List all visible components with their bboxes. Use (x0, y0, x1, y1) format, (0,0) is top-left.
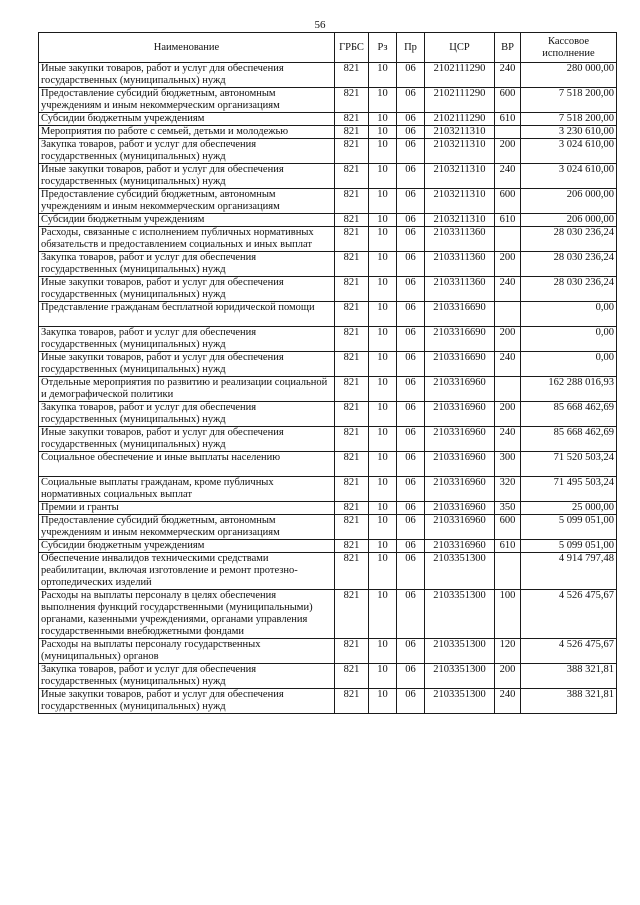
cell-grbs: 821 (335, 277, 369, 302)
cell-sum: 7 518 200,00 (521, 88, 617, 113)
cell-sum: 4 526 475,67 (521, 590, 617, 639)
cell-csr: 2102111290 (425, 63, 495, 88)
cell-grbs: 821 (335, 164, 369, 189)
cell-sum: 206 000,00 (521, 189, 617, 214)
table-row (39, 302, 617, 327)
cell-csr: 2103316960 (425, 502, 495, 515)
cell-pr: 06 (397, 352, 425, 377)
cell-sum: 7 518 200,00 (521, 113, 617, 126)
cell-rz: 10 (369, 63, 397, 88)
cell-name: Закупка товаров, работ и услуг для обеспечения государственных (муниципальных) нужд (39, 327, 335, 352)
cell-pr: 06 (397, 277, 425, 302)
table-row (39, 113, 617, 126)
cell-vr: 200 (495, 327, 521, 352)
cell-pr: 06 (397, 88, 425, 113)
cell-name: Предоставление субсидий бюджетным, автономным учреждениям и иным некоммерческим организациям (39, 88, 335, 113)
cell-csr: 2102111290 (425, 88, 495, 113)
cell-pr: 06 (397, 302, 425, 327)
cell-csr: 2103351300 (425, 639, 495, 664)
cell-csr: 2103211310 (425, 164, 495, 189)
table-row (39, 164, 617, 189)
cell-csr: 2103316960 (425, 515, 495, 540)
budget-table (38, 32, 617, 714)
cell-name: Социальное обеспечение и иные выплаты населению (39, 452, 335, 477)
cell-pr: 06 (397, 252, 425, 277)
cell-csr: 2103316690 (425, 352, 495, 377)
cell-grbs: 821 (335, 590, 369, 639)
cell-name: Представление гражданам бесплатной юридической помощи (39, 302, 335, 327)
cell-pr: 06 (397, 502, 425, 515)
cell-rz: 10 (369, 402, 397, 427)
cell-grbs: 821 (335, 189, 369, 214)
cell-sum: 71 495 503,24 (521, 477, 617, 502)
cell-csr: 2103316960 (425, 540, 495, 553)
cell-vr (495, 126, 521, 139)
cell-grbs: 821 (335, 252, 369, 277)
cell-grbs: 821 (335, 515, 369, 540)
cell-rz: 10 (369, 214, 397, 227)
cell-vr: 240 (495, 164, 521, 189)
cell-sum: 28 030 236,24 (521, 252, 617, 277)
cell-grbs: 821 (335, 452, 369, 477)
cell-pr: 06 (397, 63, 425, 88)
cell-sum: 85 668 462,69 (521, 427, 617, 452)
table-header-row (39, 33, 617, 63)
cell-rz: 10 (369, 377, 397, 402)
table-row (39, 252, 617, 277)
cell-pr: 06 (397, 164, 425, 189)
table-row (39, 639, 617, 664)
cell-vr: 350 (495, 502, 521, 515)
cell-sum: 0,00 (521, 302, 617, 327)
cell-sum: 71 520 503,24 (521, 452, 617, 477)
cell-csr: 2103316690 (425, 302, 495, 327)
cell-grbs: 821 (335, 639, 369, 664)
cell-grbs: 821 (335, 113, 369, 126)
cell-csr: 2103351300 (425, 689, 495, 714)
table-row (39, 664, 617, 689)
cell-vr: 320 (495, 477, 521, 502)
cell-grbs: 821 (335, 352, 369, 377)
table-row (39, 277, 617, 302)
cell-sum: 3 230 610,00 (521, 126, 617, 139)
cell-name: Предоставление субсидий бюджетным, автономным учреждениям и иным некоммерческим организациям (39, 189, 335, 214)
cell-grbs: 821 (335, 302, 369, 327)
cell-name: Расходы на выплаты персоналу государственных (муниципальных) органов (39, 639, 335, 664)
cell-grbs: 821 (335, 402, 369, 427)
cell-grbs: 821 (335, 427, 369, 452)
cell-vr: 240 (495, 689, 521, 714)
cell-name: Закупка товаров, работ и услуг для обеспечения государственных (муниципальных) нужд (39, 402, 335, 427)
cell-sum: 25 000,00 (521, 502, 617, 515)
cell-name: Иные закупки товаров, работ и услуг для обеспечения государственных (муниципальных) нужд (39, 63, 335, 88)
header-pr: Пр (397, 33, 425, 63)
cell-vr: 200 (495, 402, 521, 427)
cell-pr: 06 (397, 540, 425, 553)
cell-rz: 10 (369, 126, 397, 139)
cell-name: Закупка товаров, работ и услуг для обеспечения государственных (муниципальных) нужд (39, 252, 335, 277)
cell-sum: 388 321,81 (521, 689, 617, 714)
cell-pr: 06 (397, 214, 425, 227)
table-row (39, 540, 617, 553)
cell-grbs: 821 (335, 139, 369, 164)
cell-sum: 85 668 462,69 (521, 402, 617, 427)
cell-vr: 200 (495, 252, 521, 277)
cell-rz: 10 (369, 227, 397, 252)
cell-csr: 2103316960 (425, 402, 495, 427)
cell-vr: 610 (495, 214, 521, 227)
cell-name: Отдельные мероприятия по развитию и реализации социальной и демографической политики (39, 377, 335, 402)
cell-sum: 3 024 610,00 (521, 164, 617, 189)
cell-sum: 3 024 610,00 (521, 139, 617, 164)
cell-vr (495, 227, 521, 252)
cell-rz: 10 (369, 553, 397, 590)
cell-pr: 06 (397, 227, 425, 252)
cell-rz: 10 (369, 252, 397, 277)
table-row (39, 553, 617, 590)
cell-csr: 2103351300 (425, 664, 495, 689)
cell-grbs: 821 (335, 689, 369, 714)
cell-csr: 2103211310 (425, 189, 495, 214)
cell-vr (495, 553, 521, 590)
cell-grbs: 821 (335, 88, 369, 113)
cell-sum: 280 000,00 (521, 63, 617, 88)
cell-csr: 2103316960 (425, 427, 495, 452)
cell-pr: 06 (397, 139, 425, 164)
table-row (39, 427, 617, 452)
cell-sum: 28 030 236,24 (521, 277, 617, 302)
cell-csr: 2103316960 (425, 477, 495, 502)
cell-grbs: 821 (335, 377, 369, 402)
page-number: 56 (314, 19, 326, 31)
cell-grbs: 821 (335, 227, 369, 252)
header-rz: Рз (369, 33, 397, 63)
cell-rz: 10 (369, 277, 397, 302)
table-row (39, 126, 617, 139)
cell-grbs: 821 (335, 502, 369, 515)
cell-vr: 600 (495, 88, 521, 113)
cell-sum: 206 000,00 (521, 214, 617, 227)
cell-name: Мероприятия по работе с семьей, детьми и молодежью (39, 126, 335, 139)
cell-rz: 10 (369, 590, 397, 639)
cell-sum: 5 099 051,00 (521, 540, 617, 553)
cell-sum: 0,00 (521, 352, 617, 377)
header-vr: ВР (495, 33, 521, 63)
cell-rz: 10 (369, 515, 397, 540)
table-row (39, 214, 617, 227)
cell-csr: 2102111290 (425, 113, 495, 126)
cell-name: Предоставление субсидий бюджетным, автономным учреждениям и иным некоммерческим организациям (39, 515, 335, 540)
cell-name: Расходы на выплаты персоналу в целях обеспечения выполнения функций государственными (муниципальными) органами, казенными учреждениями, органами управления государственными внебюджетными фондами (39, 590, 335, 639)
cell-name: Закупка товаров, работ и услуг для обеспечения государственных (муниципальных) нужд (39, 139, 335, 164)
cell-sum: 0,00 (521, 327, 617, 352)
cell-csr: 2103316690 (425, 327, 495, 352)
table-row (39, 689, 617, 714)
cell-pr: 06 (397, 477, 425, 502)
cell-csr: 2103211310 (425, 214, 495, 227)
cell-rz: 10 (369, 113, 397, 126)
cell-grbs: 821 (335, 214, 369, 227)
cell-csr: 2103311360 (425, 227, 495, 252)
cell-csr: 2103351300 (425, 590, 495, 639)
table-row (39, 189, 617, 214)
cell-pr: 06 (397, 427, 425, 452)
cell-csr: 2103211310 (425, 126, 495, 139)
cell-sum: 4 526 475,67 (521, 639, 617, 664)
cell-grbs: 821 (335, 664, 369, 689)
cell-vr (495, 302, 521, 327)
cell-pr: 06 (397, 590, 425, 639)
cell-name: Иные закупки товаров, работ и услуг для обеспечения государственных (муниципальных) нужд (39, 352, 335, 377)
cell-vr: 240 (495, 277, 521, 302)
cell-grbs: 821 (335, 63, 369, 88)
cell-sum: 388 321,81 (521, 664, 617, 689)
cell-pr: 06 (397, 452, 425, 477)
cell-rz: 10 (369, 477, 397, 502)
cell-csr: 2103311360 (425, 252, 495, 277)
cell-rz: 10 (369, 164, 397, 189)
cell-name: Иные закупки товаров, работ и услуг для обеспечения государственных (муниципальных) нужд (39, 164, 335, 189)
cell-name: Субсидии бюджетным учреждениям (39, 214, 335, 227)
table-row (39, 477, 617, 502)
table-row (39, 452, 617, 477)
cell-vr: 610 (495, 113, 521, 126)
cell-sum: 5 099 051,00 (521, 515, 617, 540)
cell-name: Иные закупки товаров, работ и услуг для обеспечения государственных (муниципальных) нужд (39, 427, 335, 452)
cell-pr: 06 (397, 689, 425, 714)
cell-vr: 600 (495, 515, 521, 540)
cell-vr: 240 (495, 352, 521, 377)
cell-name: Субсидии бюджетным учреждениям (39, 113, 335, 126)
cell-vr: 200 (495, 664, 521, 689)
cell-name: Обеспечение инвалидов техническими средствами реабилитации, включая изготовление и ремонт протезно-ортопедических изделий (39, 553, 335, 590)
cell-vr: 120 (495, 639, 521, 664)
cell-vr (495, 377, 521, 402)
cell-name: Иные закупки товаров, работ и услуг для обеспечения государственных (муниципальных) нужд (39, 277, 335, 302)
cell-rz: 10 (369, 88, 397, 113)
cell-name: Расходы, связанные с исполнением публичных нормативных обязательств и предоставлением социальных и иных выплат (39, 227, 335, 252)
cell-rz: 10 (369, 189, 397, 214)
cell-rz: 10 (369, 664, 397, 689)
cell-csr: 2103316960 (425, 377, 495, 402)
cell-sum: 28 030 236,24 (521, 227, 617, 252)
header-name: Наименование (39, 33, 335, 63)
table-row (39, 139, 617, 164)
header-grbs: ГРБС (335, 33, 369, 63)
cell-csr: 2103211310 (425, 139, 495, 164)
cell-rz: 10 (369, 502, 397, 515)
table-row (39, 227, 617, 252)
cell-vr: 300 (495, 452, 521, 477)
cell-vr: 100 (495, 590, 521, 639)
cell-vr: 240 (495, 63, 521, 88)
cell-grbs: 821 (335, 553, 369, 590)
table-row (39, 515, 617, 540)
cell-pr: 06 (397, 402, 425, 427)
cell-vr: 240 (495, 427, 521, 452)
cell-grbs: 821 (335, 540, 369, 553)
table-row (39, 377, 617, 402)
cell-name: Субсидии бюджетным учреждениям (39, 540, 335, 553)
cell-rz: 10 (369, 302, 397, 327)
cell-rz: 10 (369, 139, 397, 164)
table-row (39, 63, 617, 88)
cell-rz: 10 (369, 427, 397, 452)
cell-name: Социальные выплаты гражданам, кроме публичных нормативных социальных выплат (39, 477, 335, 502)
cell-pr: 06 (397, 553, 425, 590)
header-sum: Кассовое исполнение (521, 33, 617, 63)
cell-sum: 162 288 016,93 (521, 377, 617, 402)
cell-rz: 10 (369, 327, 397, 352)
cell-rz: 10 (369, 639, 397, 664)
cell-csr: 2103316960 (425, 452, 495, 477)
table-row (39, 590, 617, 639)
cell-grbs: 821 (335, 327, 369, 352)
cell-pr: 06 (397, 327, 425, 352)
cell-name: Иные закупки товаров, работ и услуг для обеспечения государственных (муниципальных) нужд (39, 689, 335, 714)
cell-rz: 10 (369, 352, 397, 377)
cell-vr: 600 (495, 189, 521, 214)
table-row (39, 88, 617, 113)
table-row (39, 327, 617, 352)
cell-pr: 06 (397, 664, 425, 689)
cell-grbs: 821 (335, 477, 369, 502)
cell-csr: 2103351300 (425, 553, 495, 590)
cell-sum: 4 914 797,48 (521, 553, 617, 590)
cell-vr: 200 (495, 139, 521, 164)
cell-rz: 10 (369, 689, 397, 714)
cell-pr: 06 (397, 639, 425, 664)
table-row (39, 502, 617, 515)
cell-pr: 06 (397, 126, 425, 139)
cell-vr: 610 (495, 540, 521, 553)
cell-csr: 2103311360 (425, 277, 495, 302)
cell-pr: 06 (397, 189, 425, 214)
cell-name: Закупка товаров, работ и услуг для обеспечения государственных (муниципальных) нужд (39, 664, 335, 689)
table-row (39, 352, 617, 377)
cell-rz: 10 (369, 540, 397, 553)
header-csr: ЦСР (425, 33, 495, 63)
cell-rz: 10 (369, 452, 397, 477)
cell-name: Премии и гранты (39, 502, 335, 515)
cell-pr: 06 (397, 377, 425, 402)
cell-pr: 06 (397, 515, 425, 540)
cell-pr: 06 (397, 113, 425, 126)
table-row (39, 402, 617, 427)
cell-grbs: 821 (335, 126, 369, 139)
